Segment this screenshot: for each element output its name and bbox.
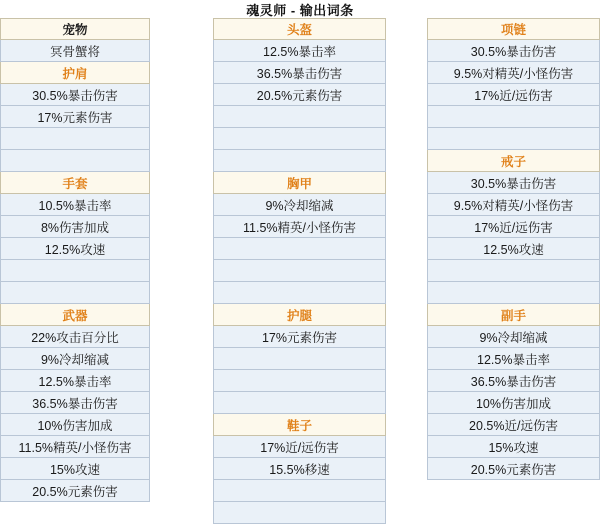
empty-cell (213, 260, 386, 282)
right-column (427, 18, 600, 480)
empty-cell (213, 128, 386, 150)
stat-cell: 30.5%暴击伤害 (427, 40, 600, 62)
group-header: 戒子 (427, 150, 600, 172)
stat-cell: 12.5%攻速 (427, 238, 600, 260)
empty-cell (213, 106, 386, 128)
stat-cell: 30.5%暴击伤害 (0, 84, 150, 106)
stat-cell: 11.5%精英/小怪伤害 (0, 436, 150, 458)
stat-cell: 15.5%移速 (213, 458, 386, 480)
stat-cell: 12.5%暴击率 (427, 348, 600, 370)
empty-cell (213, 348, 386, 370)
group-header: 副手 (427, 304, 600, 326)
empty-cell (0, 260, 150, 282)
empty-cell (213, 480, 386, 502)
stat-cell: 17%元素伤害 (213, 326, 386, 348)
stat-cell: 9%冷却缩减 (0, 348, 150, 370)
stat-cell: 36.5%暴击伤害 (427, 370, 600, 392)
group-header: 武器 (0, 304, 150, 326)
group-header: 项链 (427, 18, 600, 40)
empty-cell (213, 502, 386, 524)
page-title: 魂灵师 - 输出词条 (246, 2, 354, 18)
empty-cell (427, 128, 600, 150)
stat-cell: 9.5%对精英/小怪伤害 (427, 62, 600, 84)
group-header: 护腿 (213, 304, 386, 326)
empty-cell (427, 260, 600, 282)
stat-cell: 17%近/远伤害 (213, 436, 386, 458)
stat-cell: 12.5%暴击率 (0, 370, 150, 392)
stat-cell: 20.5%元素伤害 (213, 84, 386, 106)
stat-cell: 9%冷却缩减 (427, 326, 600, 348)
stat-cell: 36.5%暴击伤害 (213, 62, 386, 84)
empty-cell (0, 150, 150, 172)
stat-cell: 12.5%暴击率 (213, 40, 386, 62)
stat-cell: 17%元素伤害 (0, 106, 150, 128)
group-header: 头盔 (213, 18, 386, 40)
empty-cell (427, 282, 600, 304)
stat-cell: 9%冷却缩减 (213, 194, 386, 216)
group-header: 手套 (0, 172, 150, 194)
stat-cell: 17%近/远伤害 (427, 84, 600, 106)
stat-cell: 20.5%元素伤害 (427, 458, 600, 480)
stat-cell: 9.5%对精英/小怪伤害 (427, 194, 600, 216)
group-header: 鞋子 (213, 414, 386, 436)
left-column (0, 18, 150, 502)
stat-cell: 10.5%暴击率 (0, 194, 150, 216)
empty-cell (0, 282, 150, 304)
stat-cell: 10%伤害加成 (427, 392, 600, 414)
empty-cell (213, 392, 386, 414)
stat-cell: 15%攻速 (0, 458, 150, 480)
empty-cell (213, 238, 386, 260)
stat-cell: 冥骨蟹将 (0, 40, 150, 62)
empty-cell (213, 370, 386, 392)
empty-cell (213, 282, 386, 304)
stat-cell: 10%伤害加成 (0, 414, 150, 436)
stat-cell: 20.5%元素伤害 (0, 480, 150, 502)
stat-cell: 11.5%精英/小怪伤害 (213, 216, 386, 238)
group-header: 护肩 (0, 62, 150, 84)
middle-column (213, 18, 386, 524)
group-header: 宠物 (0, 18, 150, 40)
empty-cell (427, 106, 600, 128)
stat-cell: 30.5%暴击伤害 (427, 172, 600, 194)
empty-cell (213, 150, 386, 172)
stat-cell: 17%近/远伤害 (427, 216, 600, 238)
empty-cell (0, 128, 150, 150)
group-header: 胸甲 (213, 172, 386, 194)
stat-cell: 15%攻速 (427, 436, 600, 458)
stat-cell: 8%伤害加成 (0, 216, 150, 238)
stat-cell: 12.5%攻速 (0, 238, 150, 260)
stat-cell: 22%攻击百分比 (0, 326, 150, 348)
stat-cell: 20.5%近/远伤害 (427, 414, 600, 436)
stat-cell: 36.5%暴击伤害 (0, 392, 150, 414)
